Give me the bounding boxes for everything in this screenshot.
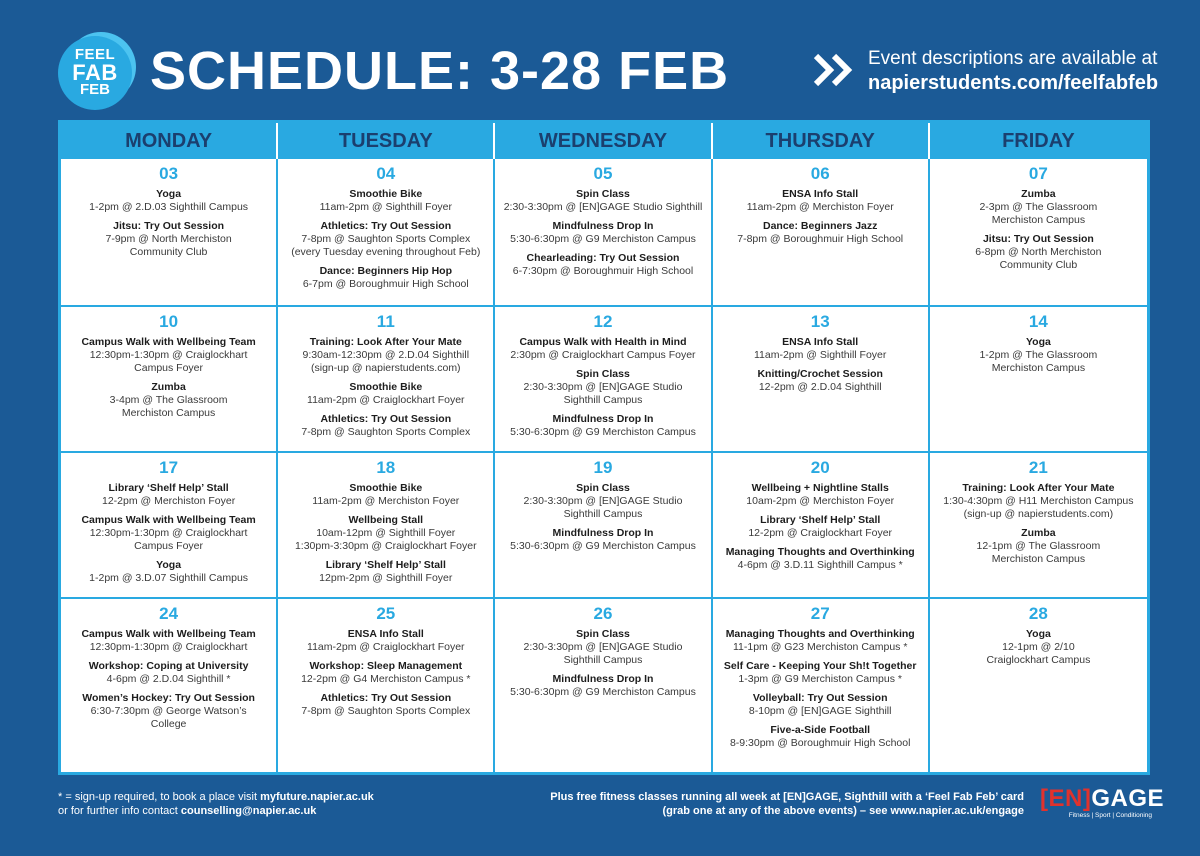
event-name: Library ‘Shelf Help’ Stall [108,482,229,494]
event-name: Athletics: Try Out Session [320,692,452,704]
event-name: Chearleading: Try Out Session [526,252,680,264]
event-name: Workshop: Coping at University [88,660,249,672]
event-details: 1-2pm @ 2.D.03 Sighthill Campus [89,201,249,213]
weekday-header: TUESDAY [278,123,495,159]
event-name: Jitsu: Try Out Session [113,220,225,232]
event-item [65,482,272,508]
event-item [65,628,272,654]
event-item [934,482,1143,521]
event-item [717,482,924,508]
event-details: 12-1pm @ The Glassroom Merchiston Campus [976,540,1101,565]
desc-link[interactable]: napierstudents.com/feelfabfeb [868,72,1159,94]
event-item [717,628,924,654]
logo-line1: FEEL [74,46,116,64]
event-name: Mindfulness Drop In [552,527,654,539]
event-name: Mindfulness Drop In [552,413,654,425]
event-details: 5:30-6:30pm @ G9 Merchiston Campus [510,540,696,552]
weekday-header: THURSDAY [713,123,930,159]
event-details: 7-9pm @ North Merchiston Community Club [105,233,232,258]
event-details: 2:30-3:30pm @ [EN]GAGE Studio Sighthill [503,201,703,213]
event-name: Yoga [1025,336,1051,348]
event-details: 11-1pm @ G23 Merchiston Campus * [732,641,908,653]
event-name: Spin Class [576,188,630,200]
engage-logo-bracket: [EN] [1040,785,1092,812]
schedule-grid [58,120,1150,775]
event-name: Campus Walk with Wellbeing Team [81,336,256,348]
day-cell [61,159,278,305]
event-details: 8-9:30pm @ Boroughmuir High School [729,737,911,749]
event-item [934,628,1143,667]
event-name: Campus Walk with Wellbeing Team [81,628,256,640]
event-name: Yoga [156,559,182,571]
event-item [934,336,1143,375]
event-name: Workshop: Sleep Management [309,660,463,672]
logo-line3: FEB [80,81,110,99]
event-name: Training: Look After Your Mate [962,482,1115,494]
event-name: Spin Class [576,628,630,640]
header [0,0,1200,120]
day-date: 04 [376,164,396,183]
event-details: 7-8pm @ Boroughmuir High School [737,233,904,245]
event-details: 3-4pm @ The Glassroom Merchiston Campus [109,394,228,419]
event-details: 6:30-7:30pm @ George Watson’s College [90,705,247,730]
event-details: 6-8pm @ North Merchiston Community Club [975,246,1102,271]
event-item [934,188,1143,227]
event-details: 11am-2pm @ Craiglockhart Foyer [307,394,465,406]
event-item [282,660,489,686]
event-details: 1-2pm @ 3.D.07 Sighthill Campus [89,572,249,584]
event-name: Spin Class [576,482,630,494]
weeks-container [61,159,1147,772]
counselling-email-link[interactable]: counselling@napier.ac.uk [180,805,317,817]
event-name: Jitsu: Try Out Session [982,233,1094,245]
event-details: 12-2pm @ G4 Merchiston Campus * [301,673,471,685]
event-details: 12:30pm-1:30pm @ Craiglockhart Campus Foyer [89,527,248,552]
day-cell [278,159,495,305]
event-details: 12:30pm-1:30pm @ Craiglockhart [89,641,248,653]
event-item [499,368,706,407]
engage-logo [1040,785,1165,819]
day-cell [930,453,1147,597]
event-details: 11am-2pm @ Craiglockhart Foyer [307,641,465,653]
event-item [717,660,924,686]
event-name: Campus Walk with Health in Mind [519,336,687,348]
event-item [717,220,924,246]
event-details: 11am-2pm @ Merchiston Foyer [746,201,894,213]
event-name: ENSA Info Stall [347,628,424,640]
event-item [499,482,706,521]
event-details: 4-6pm @ 2.D.04 Sighthill * [106,673,231,685]
event-details: 1-3pm @ G9 Merchiston Campus * [738,673,902,685]
event-details: 5:30-6:30pm @ G9 Merchiston Campus [510,686,696,698]
day-cell [495,307,712,451]
event-details: 2:30-3:30pm @ [EN]GAGE Studio Sighthill Campus [523,495,683,520]
engage-link[interactable]: www.napier.ac.uk/engage [890,805,1024,817]
event-item [65,336,272,375]
event-name: ENSA Info Stall [782,188,859,200]
event-item [717,336,924,362]
week-row [61,159,1147,305]
myfuture-link[interactable]: myfuture.napier.ac.uk [260,791,374,803]
day-cell [61,307,278,451]
event-name: Managing Thoughts and Overthinking [725,546,915,558]
engage-logo-rest: GAGE [1091,785,1165,812]
weekday-header: MONDAY [61,123,278,159]
day-date: 12 [593,312,613,331]
event-item [499,413,706,439]
day-date: 11 [376,312,395,331]
event-item [65,381,272,420]
weekday-header: FRIDAY [1002,129,1075,152]
event-item [717,546,924,572]
event-name: Women’s Hockey: Try Out Session [82,692,255,704]
double-chevron-right-icon [812,52,858,88]
event-item [65,692,272,731]
day-date: 17 [159,458,179,477]
event-details: 11am-2pm @ Sighthill Foyer [753,349,887,361]
event-name: Wellbeing + Nightline Stalls [751,482,889,494]
event-name: Managing Thoughts and Overthinking [725,628,915,640]
event-name: Five-a-Side Football [770,724,871,736]
event-name: Wellbeing Stall [348,514,424,526]
event-details: 7-8pm @ Saughton Sports Complex [301,705,471,717]
event-item [717,188,924,214]
day-date: 25 [376,604,396,623]
event-details: 7-8pm @ Saughton Sports Complex (every Tuesday evening throughout Feb) [291,233,481,258]
event-item [717,724,924,750]
event-name: Athletics: Try Out Session [320,220,452,232]
event-item [282,220,489,259]
event-item [717,368,924,394]
event-item [282,559,489,585]
event-details: 9:30am-12:30pm @ 2.D.04 Sighthill (sign-up @ napierstudents.com) [302,349,470,374]
event-item [499,336,706,362]
event-name: Training: Look After Your Mate [309,336,462,348]
event-details: 12-2pm @ Merchiston Foyer [101,495,236,507]
day-date: 07 [1028,164,1048,183]
day-date: 18 [376,458,396,477]
event-name: Zumba [151,381,186,393]
event-item [65,220,272,259]
week-row [61,597,1147,772]
event-item [282,413,489,439]
event-details: 1:30-4:30pm @ H11 Merchiston Campus (sign-up @ napierstudents.com) [943,495,1134,520]
day-date: 28 [1028,604,1048,623]
event-item [282,265,489,291]
event-item [282,514,489,553]
event-name: Dance: Beginners Hip Hop [319,265,452,277]
event-item [499,220,706,246]
signup-note [58,790,374,818]
day-cell [278,453,495,597]
event-details: 12pm-2pm @ Sighthill Foyer [319,572,453,584]
day-date: 24 [159,604,179,623]
event-item [65,559,272,585]
day-date: 27 [810,604,830,623]
event-name: ENSA Info Stall [782,336,859,348]
day-date: 19 [593,458,613,477]
weekday-header: WEDNESDAY [495,123,712,159]
event-name: Yoga [1025,628,1051,640]
event-details: 8-10pm @ [EN]GAGE Sighthill [748,705,892,717]
event-name: Dance: Beginners Jazz [763,220,878,232]
event-name: Athletics: Try Out Session [320,413,452,425]
event-name: Volleyball: Try Out Session [752,692,888,704]
event-item [282,628,489,654]
day-cell [930,599,1147,772]
desc-text: Event descriptions are available at [868,48,1158,69]
day-cell [278,307,495,451]
event-item [282,482,489,508]
event-name: Mindfulness Drop In [552,220,654,232]
day-cell [713,599,930,772]
event-item [934,233,1143,272]
day-cell [61,599,278,772]
event-item [282,336,489,375]
day-date: 21 [1028,458,1048,477]
event-item [499,252,706,278]
event-details: 6-7pm @ Boroughmuir High School [302,278,469,290]
event-descriptions-note [868,48,1158,95]
event-details: 12-1pm @ 2/10 Craiglockhart Campus [986,641,1091,666]
day-date: 10 [159,312,179,331]
event-details: 2-3pm @ The Glassroom Merchiston Campus [979,201,1098,226]
event-name: Smoothie Bike [349,381,423,393]
day-cell [495,159,712,305]
event-details: 2:30pm @ Craiglockhart Campus Foyer [510,349,696,361]
event-item [282,381,489,407]
fitness-classes-note [550,790,1024,818]
event-details: 10am-12pm @ Sighthill Foyer 1:30pm-3:30pm @ Craiglockhart Foyer [294,527,477,552]
day-date: 06 [810,164,830,183]
event-details: 1-2pm @ The Glassroom Merchiston Campus [979,349,1098,374]
day-cell [713,159,930,305]
day-date: 14 [1028,312,1048,331]
event-name: Smoothie Bike [349,188,423,200]
event-name: Yoga [156,188,182,200]
event-details: 2:30-3:30pm @ [EN]GAGE Studio Sighthill Campus [523,381,683,406]
event-details: 6-7:30pm @ Boroughmuir High School [512,265,694,277]
event-item [934,527,1143,566]
contact-note-text: or for further info contact [58,805,181,817]
event-details: 5:30-6:30pm @ G9 Merchiston Campus [510,233,696,245]
day-date: 03 [159,164,179,183]
event-details: 10am-2pm @ Merchiston Foyer [746,495,895,507]
day-date: 26 [593,604,613,623]
event-name: Knitting/Crochet Session [757,368,883,380]
event-name: Self Care - Keeping Your Sh!t Together [723,660,917,672]
event-name: Library ‘Shelf Help’ Stall [760,514,881,526]
day-cell [495,599,712,772]
event-details: 11am-2pm @ Sighthill Foyer [319,201,452,213]
event-details: 12-2pm @ Craiglockhart Foyer [748,527,893,539]
engage-logo-tagline: Fitness | Sport | Conditioning [1068,812,1152,819]
logo-line2: FAB [72,59,118,85]
event-name: Library ‘Shelf Help’ Stall [325,559,446,571]
day-cell [495,453,712,597]
day-cell [713,307,930,451]
event-details: 2:30-3:30pm @ [EN]GAGE Studio Sighthill Campus [523,641,683,666]
day-cell [278,599,495,772]
fitness-note-line1: Plus free fitness classes running all week at [EN]GAGE, Sighthill with a ‘Feel Fab Feb’ card [550,791,1024,803]
event-details: 4-6pm @ 3.D.11 Sighthill Campus * [737,559,903,571]
day-cell [713,453,930,597]
event-name: Zumba [1021,527,1056,539]
day-cell [930,307,1147,451]
week-row [61,451,1147,597]
event-item [282,188,489,214]
weekday-header-row [61,123,1147,159]
day-date: 13 [810,312,830,331]
feel-fab-feb-logo [58,36,132,110]
event-item [717,692,924,718]
page-title: SCHEDULE: 3-28 FEB [150,41,730,101]
event-item [65,188,272,214]
event-item [65,514,272,553]
event-item [499,628,706,667]
event-item [499,673,706,699]
event-details: 12-2pm @ 2.D.04 Sighthill [758,381,882,393]
day-cell [61,453,278,597]
event-item [282,692,489,718]
event-item [65,660,272,686]
event-name: Mindfulness Drop In [552,673,654,685]
event-item [499,188,706,214]
day-date: 05 [593,164,613,183]
event-name: Zumba [1021,188,1056,200]
week-row [61,305,1147,451]
day-cell [930,159,1147,305]
fitness-note-line2: (grab one at any of the above events) – see [662,805,891,817]
event-name: Smoothie Bike [349,482,423,494]
event-item [717,514,924,540]
signup-note-text: * = sign-up required, to book a place visit [58,791,261,803]
day-date: 20 [810,458,830,477]
event-details: 5:30-6:30pm @ G9 Merchiston Campus [510,426,696,438]
event-details: 7-8pm @ Saughton Sports Complex [301,426,471,438]
event-name: Campus Walk with Wellbeing Team [81,514,256,526]
event-item [499,527,706,553]
event-details: 11am-2pm @ Merchiston Foyer [312,495,460,507]
event-details: 12:30pm-1:30pm @ Craiglockhart Campus Foyer [89,349,248,374]
event-name: Spin Class [576,368,630,380]
